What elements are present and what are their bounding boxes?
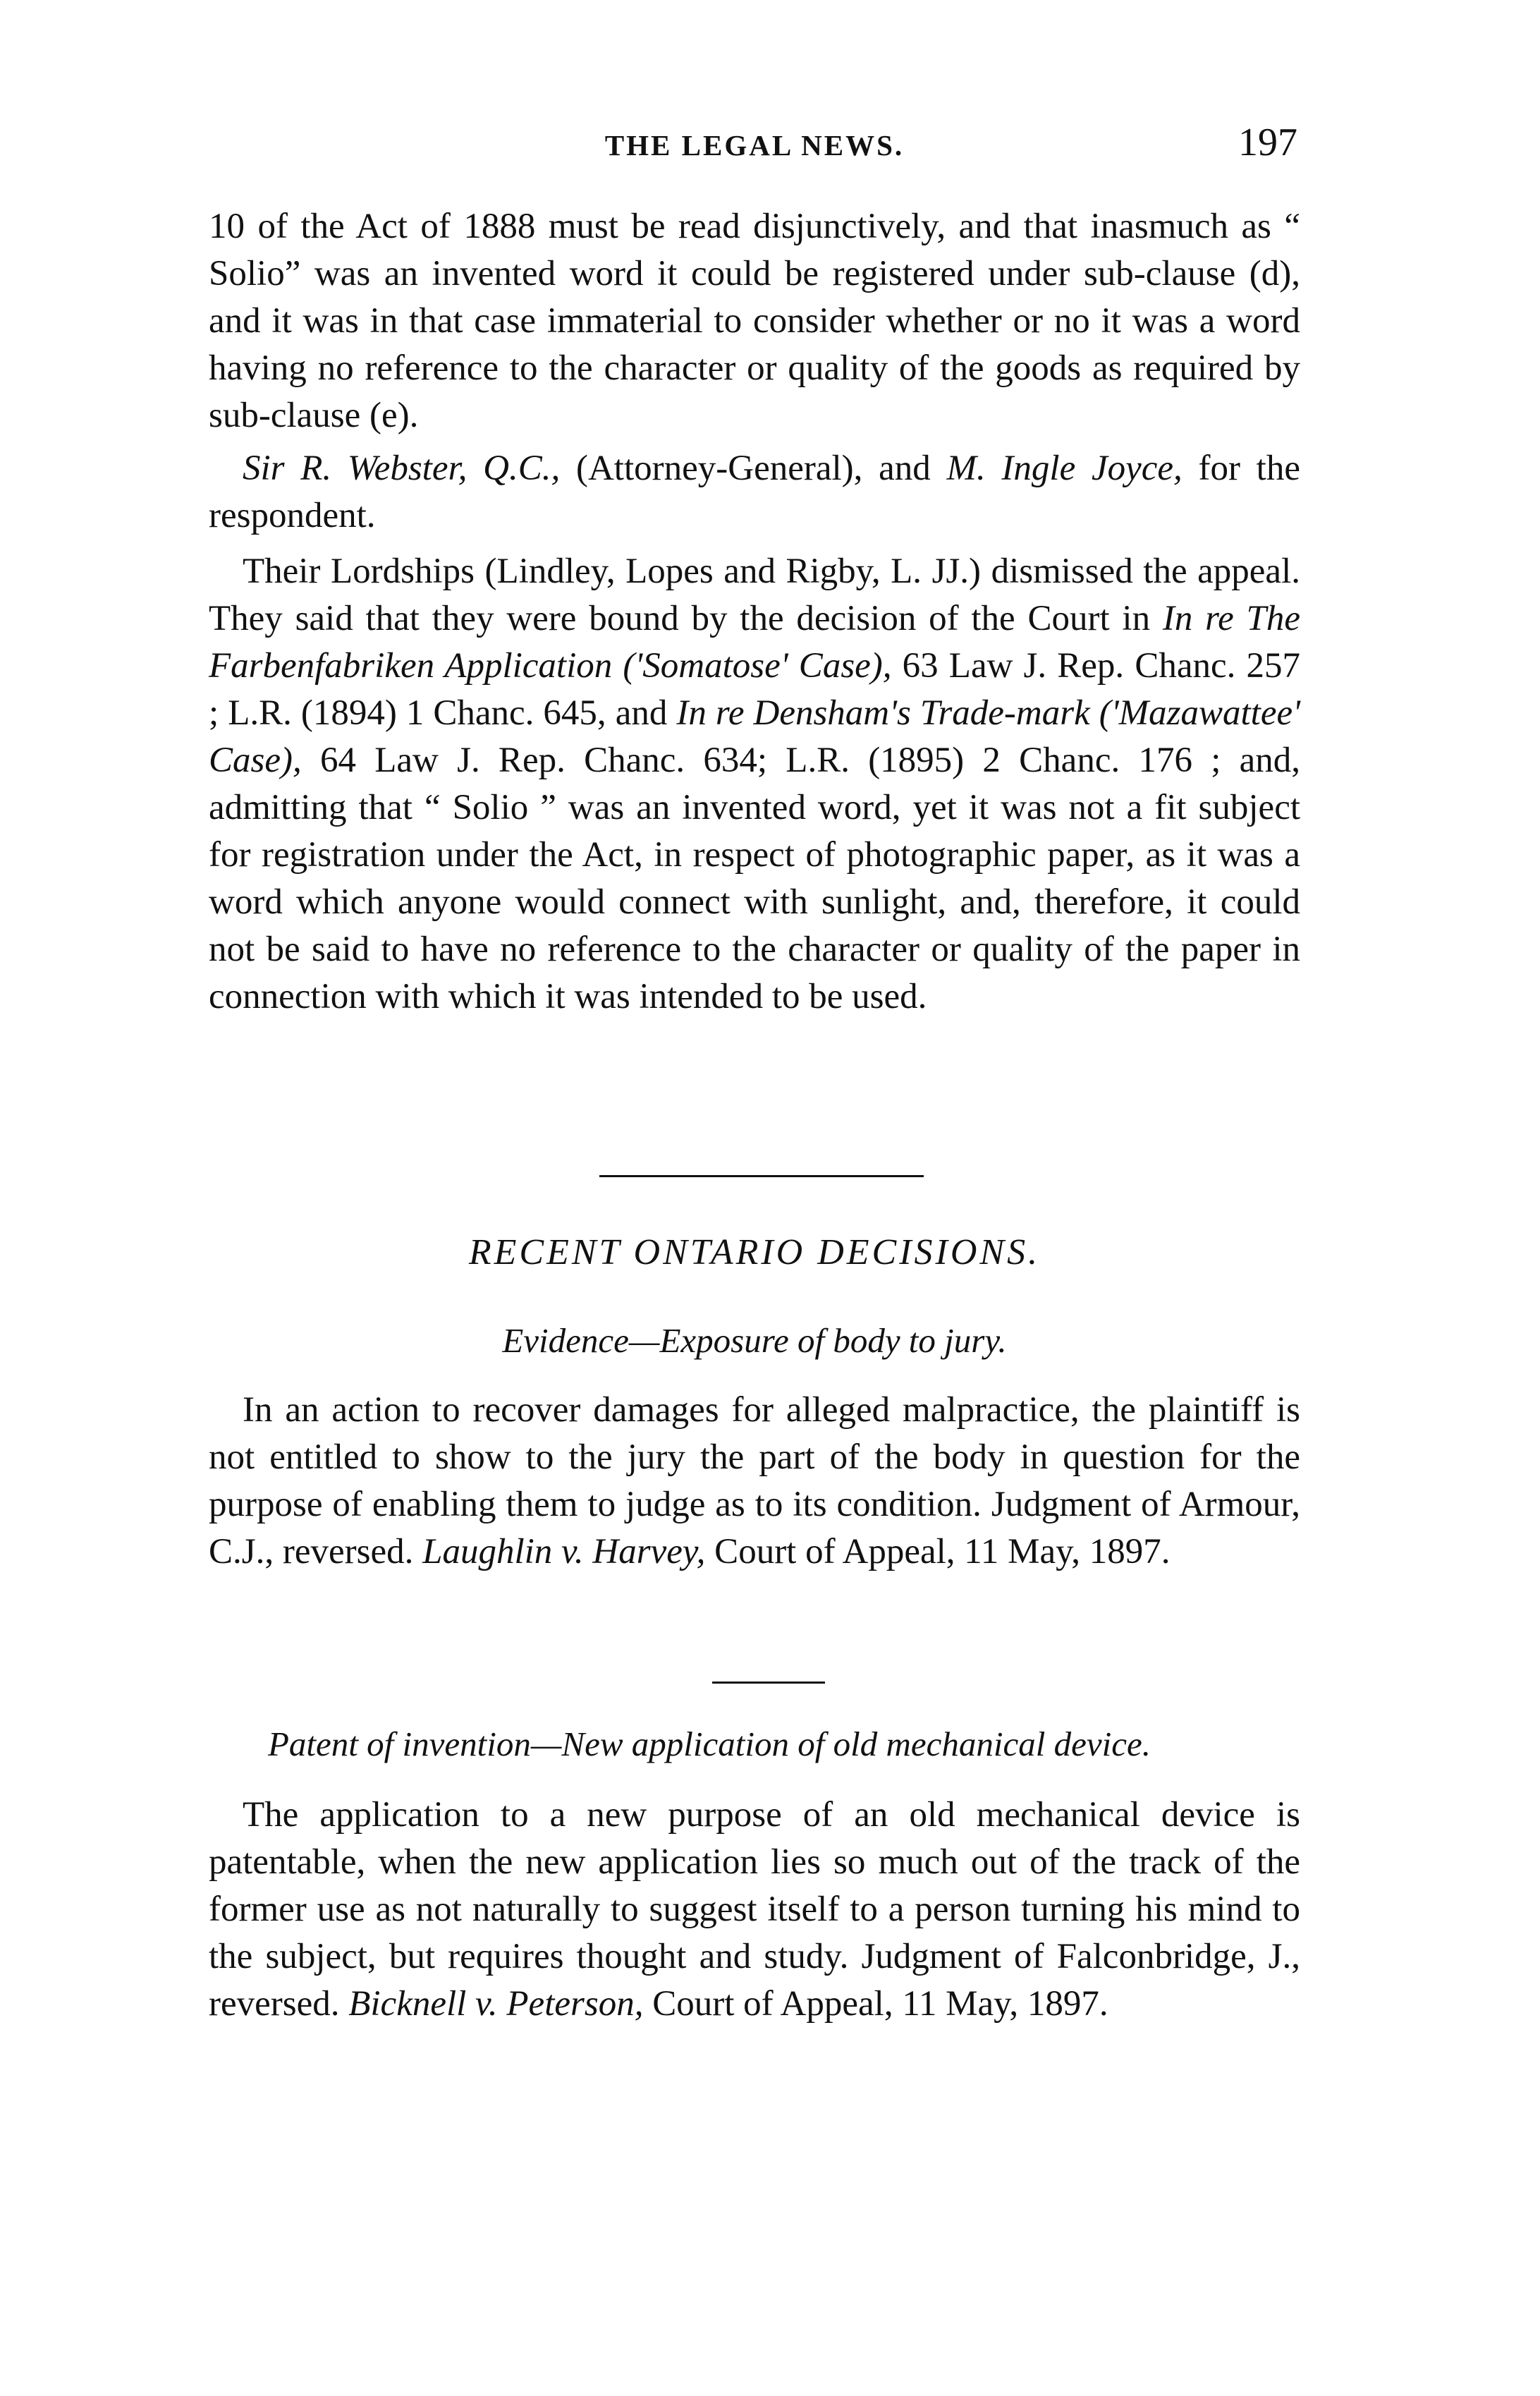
- case-citation-mazawattee: In re Densham's Trade-mark ('Mazawattee' Case),: [209, 693, 1301, 780]
- section-divider: [599, 1175, 924, 1177]
- case-evidence-text: In an action to recover damages for alleged malpractice, the plaintiff is not entitled to show to the jury the part of the body in question for the purpose of enabling them to judge as to its condition. Judgment of Armour, C.J., reversed.: [209, 1390, 1300, 1571]
- case-evidence-body: [209, 1387, 1300, 1576]
- case-evidence-citation-tail: Court of Appeal, 11 May, 1897.: [705, 1532, 1171, 1571]
- page-number: 197: [1238, 121, 1297, 164]
- judgment-text-a: Their Lordships (Lindley, Lopes and Rigby, L. JJ.) dismissed the appeal. They said that they were bound by the decision of the Court in: [209, 552, 1300, 638]
- case-patent: [209, 1792, 1300, 2028]
- running-head: [212, 120, 1297, 176]
- paragraph-continued: 10 of the Act of 1888 must be read disjunctively, and that inasmuch as “ Solio” was an invented word it could be registered under sub-clause (d), and it was in that case immaterial to consider whether or no it was a word having no reference to the character or quality of the goods as required by sub-clause (e).: [209, 207, 1300, 435]
- judgment-text-b: 63 Law J. Rep. Chanc. 257 ; L.R. (1894) 1 Chanc. 645, and: [209, 646, 1300, 733]
- case-divider: [712, 1682, 825, 1684]
- counsel-role: (Attorney-General), and: [560, 449, 947, 488]
- case-patent-text: The application to a new purpose of an old mechanical device is patentable, when the new application lies so much out of the track of the former use as not naturally to suggest itself to a person turning his mind to the subject, but requires thought and study. Judgment of Falconbridge, J., reversed.: [209, 1795, 1300, 2024]
- case-citation-somatose: In re The Farbenfabriken Application ('Somatose' Case),: [209, 599, 1300, 686]
- case-evidence: [209, 1387, 1300, 1576]
- counsel-name-respondent: M. Ingle Joyce,: [946, 449, 1182, 488]
- paragraph-counsel: [209, 445, 1300, 540]
- case-patent-citation-tail: Court of Appeal, 11 May, 1897.: [643, 1984, 1108, 2024]
- counsel-name-attorney-general: Sir R. Webster, Q.C.,: [243, 449, 561, 488]
- counsel-tail: for the respondent.: [209, 449, 1300, 535]
- case-heading-evidence: Evidence—Exposure of body to jury.: [502, 1321, 1007, 1360]
- case-patent-citation-name: Bicknell v. Peterson,: [348, 1984, 644, 2024]
- case-patent-body: [209, 1792, 1300, 2028]
- case-heading-patent: Patent of invention—New application of old mechanical device.: [268, 1725, 1151, 1763]
- judgment-text-c: 64 Law J. Rep. Chanc. 634; L.R. (1895) 2 Chanc. 176 ; and, admitting that “ Solio ” was an invented word, yet it was not a fit subject for registration under the Act, in respect of photographic paper, as it was a word which anyone would connect with sunlight, and, therefore, it could not be said to have no reference to the character or quality of the paper in connection with which it was intended to be used.: [209, 741, 1300, 1016]
- section-heading: RECENT ONTARIO DECISIONS.: [468, 1232, 1041, 1272]
- continued-report: [209, 203, 1300, 1021]
- running-title: THE LEGAL NEWS.: [604, 129, 905, 162]
- case-evidence-citation-name: Laughlin v. Harvey,: [422, 1532, 706, 1571]
- paragraph-judgment: [209, 548, 1300, 1021]
